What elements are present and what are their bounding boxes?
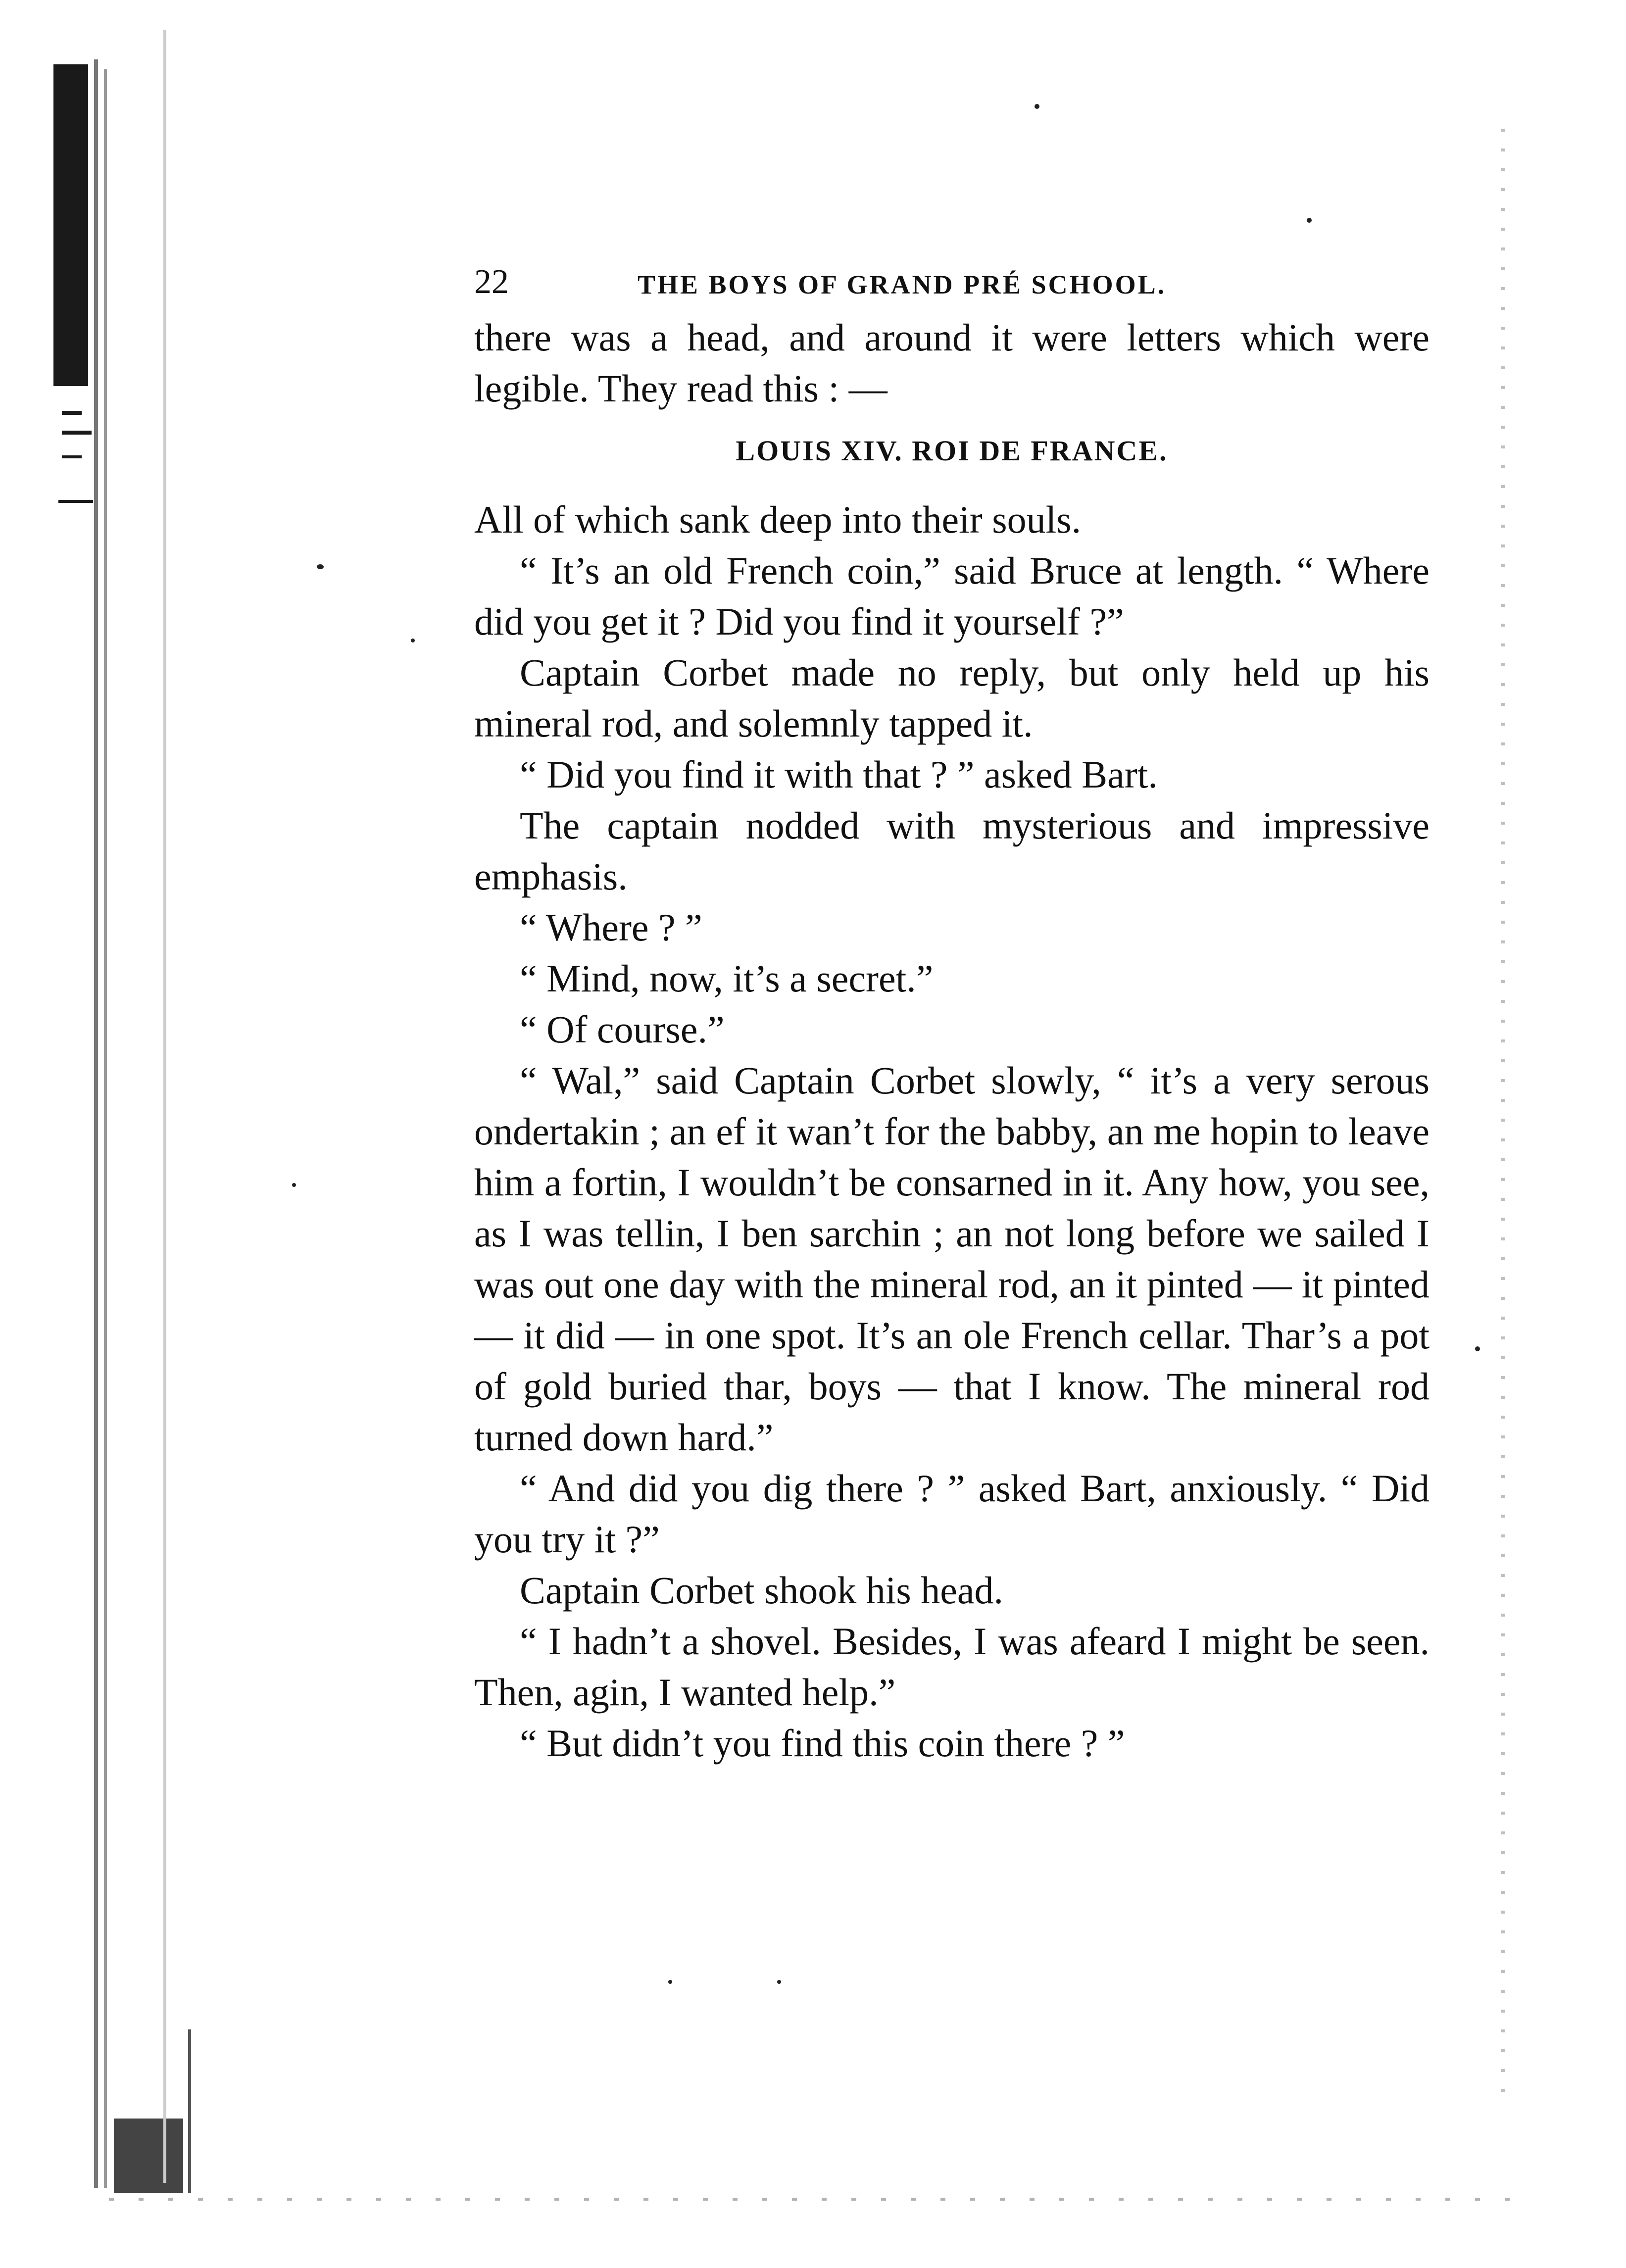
paragraph: “ I hadn’t a shovel. Besides, I was afeard I might be seen. Then, agin, I wanted help.” <box>474 1620 1429 1714</box>
paragraph: there was a head, and around it were letters which were legible. They read this : — <box>474 316 1429 410</box>
ink-speck <box>1035 104 1039 109</box>
paragraph: “ And did you dig there ? ” asked Bart, anxiously. “ Did you try it ?” <box>474 1467 1429 1561</box>
ink-speck <box>292 1183 296 1187</box>
ink-speck <box>1307 218 1312 223</box>
ink-speck <box>411 639 415 642</box>
book-page <box>474 262 1429 1769</box>
running-head <box>474 262 1429 312</box>
ink-speck <box>668 1980 672 1984</box>
paragraph: “ Did you find it with that ? ” asked Bart. <box>520 753 1158 796</box>
coin-inscription: LOUIS XIV. ROI DE FRANCE. <box>736 435 1168 467</box>
page-bottom-edge <box>109 2198 1520 2201</box>
page-number: 22 <box>474 263 509 301</box>
paragraph: Captain Corbet shook his head. <box>520 1569 1004 1612</box>
paragraph: “ Mind, now, it’s a secret.” <box>520 957 934 1000</box>
paragraph: “ It’s an old French coin,” said Bruce at length. “ Where did you get it ? Did you find it yourself ?” <box>474 549 1429 643</box>
page-right-edge <box>1501 129 1505 2109</box>
paragraph: Captain Corbet made no reply, but only held up his mineral rod, and solemnly tapped it. <box>474 651 1429 745</box>
paragraph: The captain nodded with mysterious and impressive emphasis. <box>474 804 1429 898</box>
binding-edge <box>0 0 213 2268</box>
paragraph: “ Wal,” said Captain Corbet slowly, “ it’s a very serous ondertakin ; an ef it wan’t for the babby, an me hopin to leave him a fortin, I wouldn’t be consarned in it. Any how, you see, as I was tellin, I ben sarchin ; an not long before we sailed I was out one day with the mineral rod, an it pinted — it pinted — it did — in one spot. It’s an ole French cellar. Thar’s a pot of gold buried thar, boys — that I know. The mineral rod turned down hard.” <box>474 1059 1429 1459</box>
paragraph: “ But didn’t you find this coin there ? ” <box>520 1722 1125 1765</box>
body-text <box>474 312 1429 1769</box>
ink-speck <box>777 1980 781 1984</box>
paragraph: “ Where ? ” <box>520 906 702 949</box>
paragraph: All of which sank deep into their souls. <box>474 498 1082 541</box>
running-title: THE BOYS OF GRAND PRÉ SCHOOL. <box>638 270 1167 299</box>
ink-speck <box>1475 1346 1480 1351</box>
ink-speck <box>317 564 324 569</box>
paragraph: “ Of course.” <box>520 1008 725 1051</box>
